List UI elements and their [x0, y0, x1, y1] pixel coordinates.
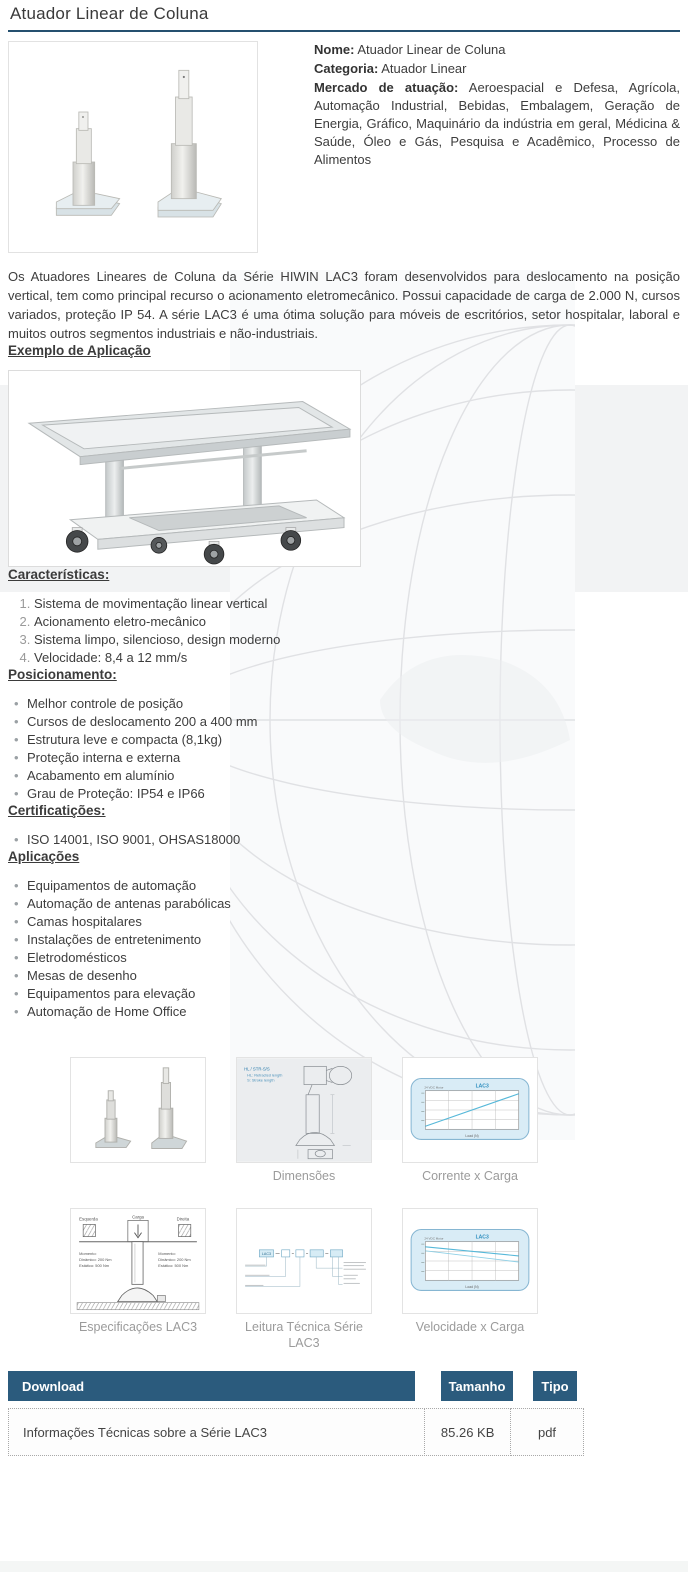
- download-file-link[interactable]: Informações Técnicas sobre a Série LAC3: [8, 1408, 425, 1456]
- list-item: • Instalações de entretenimento: [14, 931, 680, 949]
- certifications-heading: Certificatições:: [8, 803, 106, 818]
- hospital-table-image: [10, 372, 359, 565]
- dimension-note: HL: Retracted length: [247, 1073, 283, 1078]
- thumbnail-dimensions[interactable]: [236, 1057, 372, 1163]
- downloads-header-type: Tipo: [533, 1371, 577, 1401]
- footer-strip: [0, 1561, 688, 1572]
- thumbnail-partnumber-diagram[interactable]: [236, 1208, 372, 1314]
- gallery-item-dimensions: [236, 1057, 372, 1184]
- gallery-item-product: [70, 1057, 206, 1184]
- thumbnail-caption: Corrente x Carga: [422, 1169, 518, 1183]
- list-item: • Equipamentos para elevação: [14, 985, 680, 1003]
- download-file-size: 85.26 KB: [424, 1408, 511, 1456]
- chart-note: 24 VDC Motor: [424, 1085, 444, 1090]
- certifications-list: [8, 831, 680, 849]
- partnumber-diagram-image: [237, 1209, 371, 1313]
- current-load-chart-image: [403, 1058, 537, 1162]
- specs-drawing-image: [71, 1209, 205, 1313]
- chart-title: LAC3: [475, 1234, 489, 1241]
- download-file-type: pdf: [510, 1408, 584, 1456]
- downloads-header-download: Download: [8, 1371, 415, 1401]
- applications-heading: Aplicações: [8, 849, 80, 864]
- thumbnail-caption: Dimensões: [272, 1169, 336, 1183]
- gallery-item-specs: [70, 1208, 206, 1351]
- chart-xlabel: Load (N): [465, 1133, 479, 1138]
- svg-text:Estático: 500 Nm: Estático: 500 Nm: [158, 1263, 189, 1269]
- thumbnail-speed-load-chart[interactable]: [402, 1208, 538, 1314]
- svg-text:Dinâmico: 200 Nm: Dinâmico: 200 Nm: [79, 1257, 112, 1262]
- market-label: Mercado de atuação:: [314, 80, 459, 95]
- page-title: Atuador Linear de Coluna: [8, 0, 680, 32]
- product-category-line: [314, 60, 680, 78]
- positioning-heading: Posicionamento:: [8, 667, 117, 682]
- applications-list: [8, 877, 680, 1021]
- chart-note: 24 VDC Motor: [424, 1236, 444, 1241]
- thumbnail-product-columns[interactable]: [70, 1057, 206, 1163]
- product-name-line: [314, 41, 680, 59]
- category-label: Categoria:: [314, 61, 379, 76]
- chart-title: LAC3: [475, 1083, 489, 1090]
- list-item: • Eletrodomésticos: [14, 949, 680, 967]
- category-value: Atuador Linear: [381, 61, 467, 76]
- product-info: [314, 41, 680, 253]
- thumbnail-gallery: [70, 1057, 550, 1351]
- svg-text:Estático: 500 Nm: Estático: 500 Nm: [79, 1263, 110, 1269]
- list-item: • Proteção interna e externa: [14, 749, 680, 767]
- application-example-heading: Exemplo de Aplicação: [8, 343, 151, 358]
- thumbnail-caption: [70, 1168, 206, 1184]
- label-left: Esquerda: [79, 1216, 98, 1222]
- list-item: 3. Sistema limpo, silencioso, design moderno: [34, 631, 680, 649]
- list-item: • Mesas de desenho: [14, 967, 680, 985]
- list-item: 2. Acionamento eletro-mecânico: [34, 613, 680, 631]
- product-photo: [8, 41, 258, 253]
- product-market-line: [314, 79, 680, 169]
- list-item: • Automação de Home Office: [14, 1003, 680, 1021]
- list-item: 1. Sistema de movimentação linear vertical: [34, 595, 680, 613]
- dimensions-drawing-image: [237, 1058, 371, 1162]
- downloads-table: [8, 1371, 584, 1456]
- thumbnail-current-load-chart[interactable]: [402, 1057, 538, 1163]
- label-right: Direita: [176, 1216, 190, 1222]
- list-item: • Grau de Proteção: IP54 e IP66: [14, 785, 680, 803]
- market-value: Aeroespacial e Defesa, Agrícola, Automação Industrial, Bebidas, Embalagem, Geração de Energia, Gráfico, Maquinário da indústria em geral, Médicina & Saúde, Óleo e Gás, Pesquisa e Acadêmico, Processo de Alimentos: [314, 80, 680, 167]
- positioning-list: [8, 695, 680, 803]
- gallery-item-current-load: [402, 1057, 538, 1184]
- chart-xlabel: Load (N): [465, 1284, 479, 1289]
- thumbnail-caption: Especificações LAC3: [78, 1320, 198, 1334]
- list-item: 4. Velocidade: 8,4 a 12 mm/s: [34, 649, 680, 667]
- thumbnail-caption: Leitura Técnica Série LAC3: [245, 1320, 363, 1350]
- name-value: Atuador Linear de Coluna: [357, 42, 506, 57]
- list-item: • Equipamentos de automação: [14, 877, 680, 895]
- name-label: Nome:: [314, 42, 355, 57]
- speed-load-chart-image: [403, 1209, 537, 1313]
- partnumber-code: LAC3: [261, 1252, 271, 1257]
- gallery-item-speed-load: [402, 1208, 538, 1351]
- characteristics-list: [8, 595, 680, 667]
- svg-text:Dinâmico: 200 Nm: Dinâmico: 200 Nm: [158, 1257, 191, 1262]
- label-load: Carga: [132, 1214, 144, 1220]
- characteristics-heading: Características:: [8, 567, 110, 582]
- download-row: [8, 1408, 584, 1456]
- list-item: • Acabamento em alumínio: [14, 767, 680, 785]
- thumbnail-caption: Velocidade x Carga: [415, 1320, 525, 1334]
- list-item: • Melhor controle de posição: [14, 695, 680, 713]
- list-item: • ISO 14001, ISO 9001, OHSAS18000: [14, 831, 680, 849]
- svg-text:Momento:: Momento:: [158, 1250, 176, 1256]
- dimension-note: S: Stroke length: [247, 1078, 275, 1083]
- list-item: • Estrutura leve e compacta (8,1kg): [14, 731, 680, 749]
- product-description: Os Atuadores Lineares de Coluna da Série HIWIN LAC3 foram desenvolvidos para deslocamento na posição vertical, tem como principal recurso o acionamento eletromecânico. Possui capacidade de carga de 2.000 N, cursos variados, proteção IP 54. A série LAC3 é uma ótima solução para móveis de escritórios, setor hospitalar, laboral e muitos outros segmentos industriais e não-industriais.: [8, 269, 680, 341]
- downloads-header-size: Tamanho: [441, 1371, 513, 1401]
- lifting-columns-image: [33, 49, 233, 245]
- list-item: • Cursos de deslocamento 200 a 400 mm: [14, 713, 680, 731]
- lifting-columns-thumb-image: [83, 1062, 193, 1158]
- list-item: • Camas hospitalares: [14, 913, 680, 931]
- thumbnail-specs-drawing[interactable]: [70, 1208, 206, 1314]
- application-example-image: [8, 370, 361, 567]
- product-header-section: [8, 41, 680, 253]
- list-item: • Automação de antenas parabólicas: [14, 895, 680, 913]
- svg-text:Momento:: Momento:: [79, 1250, 97, 1256]
- downloads-header-row: [8, 1371, 584, 1401]
- gallery-item-partnumber: [236, 1208, 372, 1351]
- dimension-note: HL / STR-S/S: [244, 1066, 270, 1072]
